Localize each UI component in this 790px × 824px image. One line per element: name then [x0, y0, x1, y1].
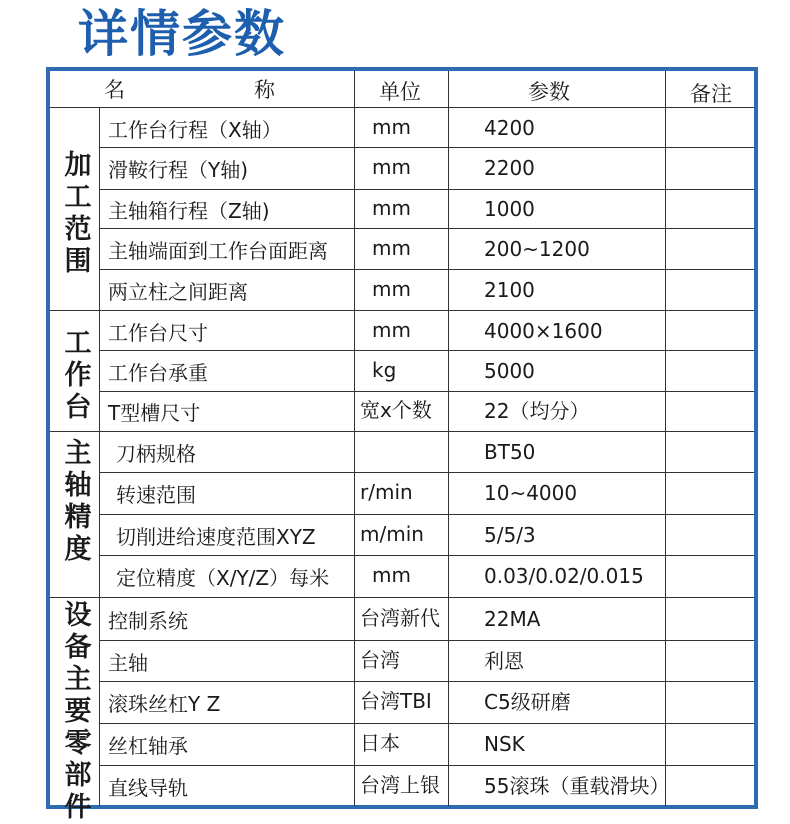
row-name: 主轴端面到工作台面距离	[108, 239, 328, 263]
row-divider	[99, 269, 754, 270]
row-name: 滑鞍行程（Y轴)	[108, 158, 249, 182]
header-divider	[50, 107, 754, 108]
row-value: BT50	[484, 440, 536, 464]
row-divider	[99, 723, 754, 724]
row-name: 转速范围	[116, 483, 196, 507]
row-divider	[99, 765, 754, 766]
group-divider	[50, 597, 754, 598]
row-unit: r/min	[360, 480, 413, 504]
group-label-spindle-accuracy: 主轴精度	[64, 438, 92, 565]
row-name: 丝杠轴承	[108, 734, 188, 758]
row-unit: 台湾	[360, 648, 400, 672]
row-value: 1000	[484, 197, 535, 221]
row-value: 利恩	[484, 649, 524, 673]
header-name-b: 称	[254, 78, 275, 102]
row-value: 10~4000	[484, 481, 578, 505]
row-divider	[99, 350, 754, 351]
row-value: 5/5/3	[484, 523, 536, 547]
header-unit: 单位	[379, 80, 421, 104]
row-name: 工作台承重	[108, 361, 208, 385]
row-divider	[99, 189, 754, 190]
col-divider-group	[99, 107, 100, 806]
row-name: 工作台行程（X轴）	[108, 118, 282, 142]
group-divider	[50, 310, 754, 311]
row-value: 55滚珠（重载滑块）	[484, 774, 670, 798]
row-unit: mm	[372, 277, 411, 301]
row-name: 直线导轨	[108, 776, 188, 800]
col-divider-unit	[448, 71, 449, 806]
row-unit: 台湾TBI	[360, 689, 432, 713]
header-param: 参数	[528, 80, 570, 104]
col-divider-name	[354, 71, 355, 806]
header-note: 备注	[690, 82, 732, 106]
row-unit: mm	[372, 196, 411, 220]
row-name: 控制系统	[108, 609, 188, 633]
row-value: 2200	[484, 156, 535, 180]
row-name: 滚珠丝杠Y Z	[108, 692, 221, 716]
row-value: 4200	[484, 116, 535, 140]
group-label-major-components: 设备主要零部件	[64, 600, 92, 823]
row-value: 4000×1600	[484, 319, 603, 343]
row-unit: mm	[372, 236, 411, 260]
row-unit: kg	[372, 358, 397, 382]
group-label-worktable: 工作台	[64, 328, 92, 423]
row-name: 两立柱之间距离	[108, 280, 248, 304]
row-unit: 台湾上银	[360, 773, 440, 797]
row-unit: mm	[372, 318, 411, 342]
row-divider	[99, 391, 754, 392]
row-unit: mm	[372, 115, 411, 139]
row-value: C5级研磨	[484, 690, 571, 714]
row-divider	[99, 228, 754, 229]
row-unit: m/min	[360, 522, 424, 546]
row-divider	[99, 681, 754, 682]
row-value: 5000	[484, 359, 535, 383]
row-value: 22MA	[484, 607, 541, 631]
row-divider	[99, 640, 754, 641]
row-unit: 宽x个数	[360, 398, 432, 422]
row-name: 主轴	[108, 651, 148, 675]
row-value: 2100	[484, 278, 535, 302]
row-value: 22（均分）	[484, 399, 590, 423]
row-name: T型槽尺寸	[108, 401, 201, 425]
page-title: 详情参数	[78, 5, 286, 63]
row-unit: mm	[372, 155, 411, 179]
row-value: NSK	[484, 732, 525, 756]
row-unit: mm	[372, 563, 411, 587]
group-divider	[50, 431, 754, 432]
row-divider	[99, 555, 754, 556]
row-name: 工作台尺寸	[108, 321, 208, 345]
row-unit: 日本	[360, 731, 400, 755]
row-name: 定位精度（X/Y/Z）每米	[116, 566, 330, 590]
row-name: 主轴箱行程（Z轴)	[108, 199, 270, 223]
row-divider	[99, 472, 754, 473]
row-unit: 台湾新代	[360, 606, 440, 630]
row-value: 0.03/0.02/0.015	[484, 564, 644, 588]
row-divider	[99, 147, 754, 148]
row-divider	[99, 514, 754, 515]
row-name: 刀柄规格	[116, 442, 196, 466]
col-divider-param	[665, 71, 666, 806]
header-name-a: 名	[104, 78, 125, 102]
row-name: 切削进给速度范围XYZ	[116, 525, 316, 549]
row-value: 200~1200	[484, 237, 590, 261]
group-label-machining-range: 加工范围	[64, 150, 92, 277]
